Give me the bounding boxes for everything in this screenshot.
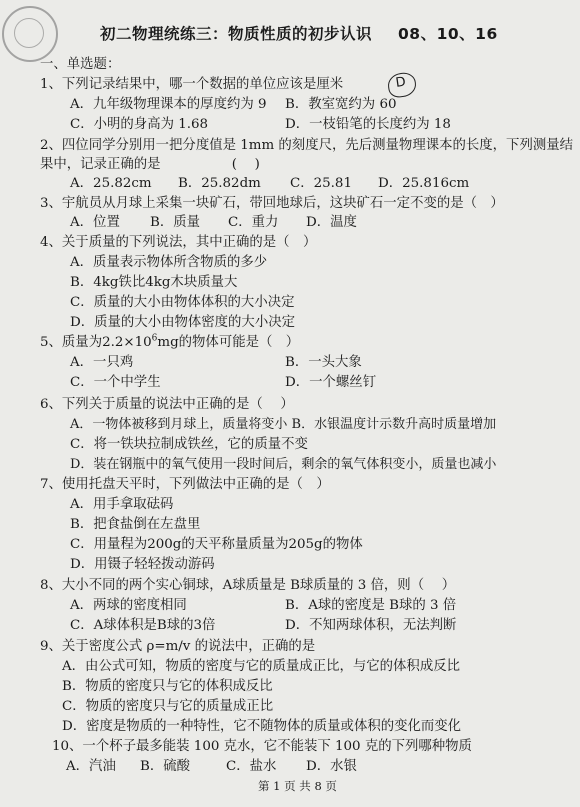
q9-option-d: D．密度是物质的一种特性，它不随物体的质量或体积的变化而变化 <box>62 719 462 734</box>
q2-option-b: B．25.82dm <box>178 176 261 191</box>
q4-stem: 4、关于质量的下列说法，其中正确的是（ ） <box>40 235 317 250</box>
q2-option-d: D．25.816cm <box>378 176 470 191</box>
q6-stem: 6、下列关于质量的说法中正确的是（ ） <box>40 397 294 412</box>
q9-stem: 9、关于密度公式 ρ=m/v 的说法中，正确的是 <box>40 639 316 654</box>
q7-option-d: D．用镊子轻轻拨动游码 <box>70 557 215 572</box>
q5-option-a: A．一只鸡 <box>70 355 134 370</box>
q8-option-d: D．不知两球体积，无法判断 <box>285 618 457 633</box>
q10-option-d: D．水银 <box>306 759 357 774</box>
q4-option-c: C．质量的大小由物体体积的大小决定 <box>70 295 295 310</box>
q10-stem: 10、一个杯子最多能装 100 克水，它不能装下 100 克的下列哪种物质 <box>52 739 472 754</box>
q3-option-b: B．质量 <box>150 215 201 230</box>
q5-stem <box>40 334 299 352</box>
q10-option-c: C．盐水 <box>226 759 277 774</box>
q8-option-a: A．两球的密度相同 <box>70 598 187 613</box>
handwritten-answer <box>386 71 417 99</box>
q6-option-ab: A．一物体被移到月球上，质量将变小 B．水银温度计示数升高时质量增加 <box>70 417 497 432</box>
q7-option-a: A．用手拿取砝码 <box>70 497 174 512</box>
q2-option-a: A．25.82cm <box>70 176 152 191</box>
q5-stem-pre: 5、质量为2.2×10 <box>40 335 152 350</box>
q8-option-c: C．A球体积是B球的3倍 <box>70 618 216 633</box>
q3-option-c: C．重力 <box>228 215 279 230</box>
q10-option-b: B．硫酸 <box>140 759 191 774</box>
q5-option-c: C．一个中学生 <box>70 375 161 390</box>
q8-stem: 8、大小不同的两个实心铜球，A球质量是 B球质量的 3 倍，则（ ） <box>40 578 456 593</box>
title-date: 08、10、16 <box>398 25 498 43</box>
q5-option-b: B．一头大象 <box>285 355 362 370</box>
q5-exponent: 6 <box>151 333 158 344</box>
q7-option-b: B．把食盐倒在左盘里 <box>70 517 201 532</box>
q3-option-d: D．温度 <box>306 215 357 230</box>
q5-stem-post: mg的物体可能是（ ） <box>157 335 300 350</box>
q9-option-c: C．物质的密度只与它的质量成正比 <box>62 699 274 714</box>
exam-title <box>100 22 498 44</box>
q4-option-b: B．4kg铁比4kg木块质量大 <box>70 275 238 290</box>
q4-option-a: A．质量表示物体所含物质的多少 <box>70 255 268 270</box>
stamp-mark <box>2 6 58 62</box>
section-heading: 一、单选题： <box>40 57 121 72</box>
q6-option-c: C．将一铁块拉制成铁丝，它的质量不变 <box>70 437 308 452</box>
page-number: 第 1 页 共 8 页 <box>258 779 337 793</box>
title-text: 初二物理统练三：物质性质的初步认识 <box>100 25 373 43</box>
q2-stem-line1: 2、四位同学分别用一把分度值是 1mm 的刻度尺，先后测量物理课本的长度，下列测量结 <box>40 138 574 153</box>
q4-option-d: D．质量的大小由物体密度的大小决定 <box>70 315 295 330</box>
q3-option-a: A．位置 <box>70 215 120 230</box>
q2-option-c: C．25.81 <box>290 176 352 191</box>
q2-stem-line2: 果中，记录正确的是 ( ) <box>40 157 260 172</box>
q10-option-a: A．汽油 <box>66 759 116 774</box>
q7-option-c: C．用量程为200g的天平称量质量为205g的物体 <box>70 537 363 552</box>
q9-option-a: A．由公式可知，物质的密度与它的质量成正比，与它的体积成反比 <box>62 659 460 674</box>
q6-option-d: D．装在钢瓶中的氧气使用一段时间后，剩余的氧气体积变小，质量也减小 <box>70 457 497 472</box>
q1-option-b: B．教室宽约为 60 <box>285 97 397 112</box>
q3-stem: 3、宇航员从月球上采集一块矿石，带回地球后，这块矿石一定不变的是（ ） <box>40 196 504 211</box>
q1-stem: 1、下列记录结果中，哪一个数据的单位应该是厘米 <box>40 77 344 92</box>
q7-stem: 7、使用托盘天平时，下列做法中正确的是（ ） <box>40 477 330 492</box>
q1-option-d: D．一枝铅笔的长度约为 18 <box>285 117 451 132</box>
q5-option-d: D．一个螺丝钉 <box>285 375 377 390</box>
q8-option-b: B．A球的密度是 B球的 3 倍 <box>285 598 457 613</box>
q9-option-b: B．物质的密度只与它的体积成反比 <box>62 679 273 694</box>
q1-option-c: C．小明的身高为 1.68 <box>70 117 209 132</box>
q1-option-a: A．九年级物理课本的厚度约为 9 <box>70 97 267 112</box>
answer-letter: D <box>394 74 407 91</box>
